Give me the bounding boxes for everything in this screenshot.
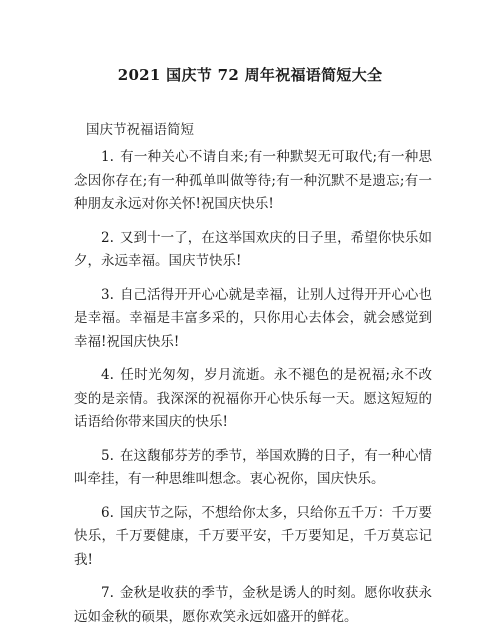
greeting-item [74,227,432,274]
greeting-item [74,364,432,435]
item-number: 6. [101,504,114,521]
item-number: 2. [101,229,114,246]
greeting-item [74,502,432,573]
item-text: 任时光匆匆，岁月流逝。永不褪色的是祝福;永不改变的是亲情。我深深的祝福你开心快乐每一天。愿这短短的话语给你带来国庆的快乐! [74,367,432,430]
document-title: 2021 国庆节 72 周年祝福语简短大全 [117,66,383,84]
item-number: 5. [101,447,114,464]
item-number: 7. [101,585,114,601]
item-text: 金秋是收获的季节，金秋是诱人的时刻。愿你收获永远如金秋的硕果，愿你欢笑永远如盛开的鲜花。 [74,585,432,625]
section-subtitle: 国庆节祝福语简短 [86,122,194,138]
greeting-item [74,582,432,629]
greeting-list [74,146,432,639]
item-text: 国庆节之际，不想给你太多，只给你五千万：千万要快乐，千万要健康，千万要平安，千万要知足，千万莫忘记我! [74,504,432,568]
greeting-item [74,284,432,355]
item-text: 自己活得开开心心就是幸福，让别人过得开开心心也是幸福。幸福是丰富多采的，只你用心去体会，就会感觉到幸福!祝国庆快乐! [74,286,432,350]
item-text: 在这馥郁芬芳的季节，举国欢腾的日子，有一种心情叫牵挂，有一种思维叫想念。衷心祝你，国庆快乐。 [74,447,432,487]
item-text: 有一种关心不请自来;有一种默契无可取代;有一种思念因你存在;有一种孤单叫做等待;有一种沉默不是遗忘;有一种朋友永远对你关怀!祝国庆快乐! [74,149,432,212]
item-number: 3. [101,286,114,303]
item-number: 1. [101,149,114,165]
item-text: 又到十一了，在这举国欢庆的日子里，希望你快乐如夕，永远幸福。国庆节快乐! [74,229,432,269]
greeting-item [74,445,432,492]
greeting-item [74,146,432,217]
item-number: 4. [101,367,114,383]
